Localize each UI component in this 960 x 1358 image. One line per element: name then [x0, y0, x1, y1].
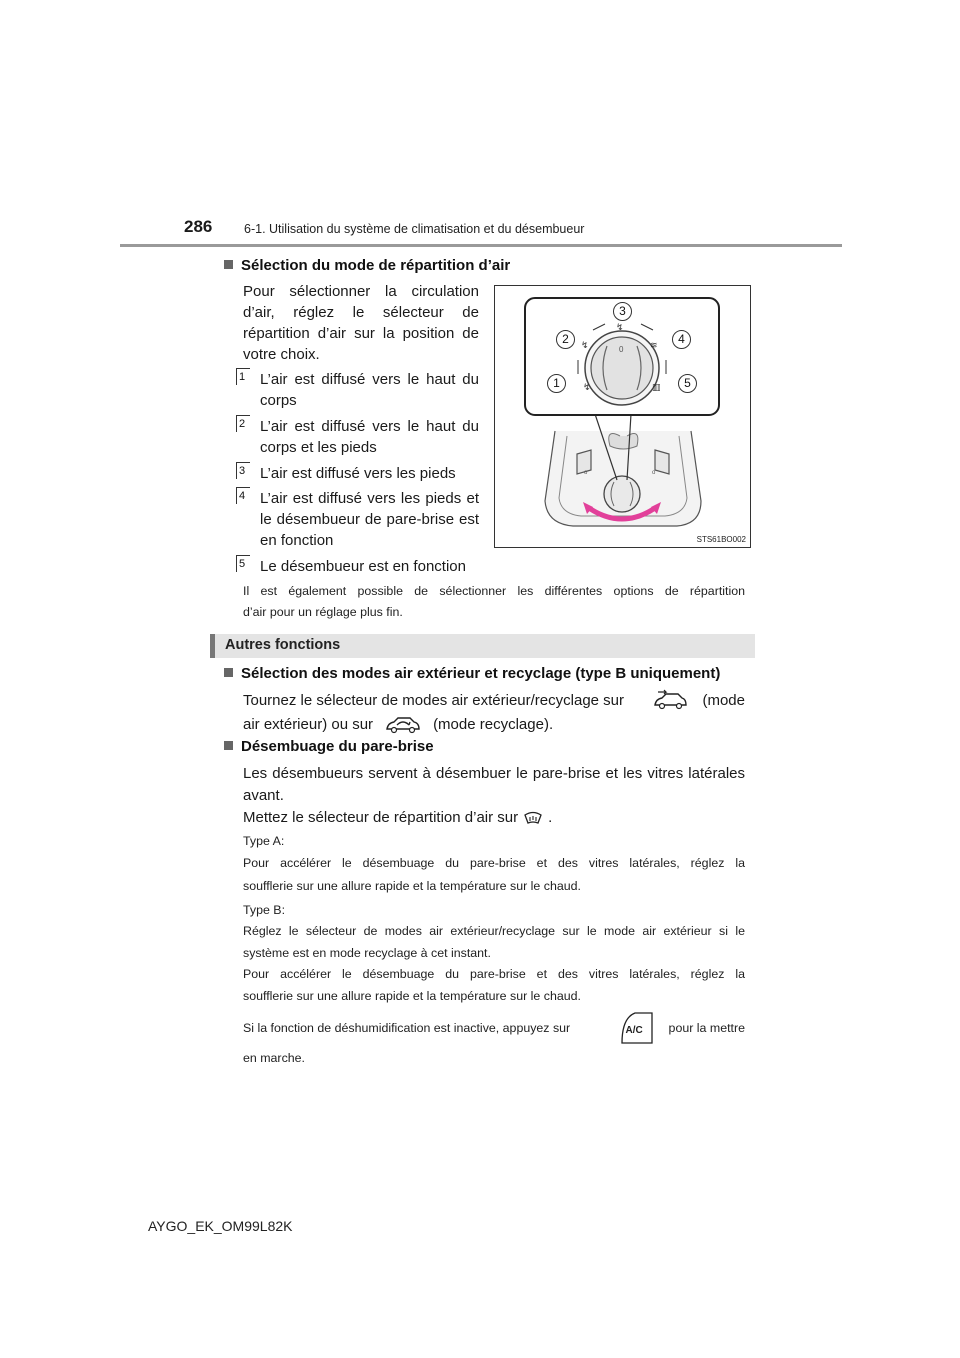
intro-line: d’air, réglez le sélecteur de	[243, 304, 479, 321]
ac-text: Si la fonction de déshumidification est inactive, appuyez sur	[243, 1020, 571, 1035]
recycle-heading	[224, 665, 720, 682]
item-line: L’air est diffusé vers le haut du	[260, 371, 479, 388]
ac-button-icon	[619, 1010, 655, 1046]
defog-line: Les désembueurs servent à désembuer le pare-brise et les vitres latérales	[243, 765, 745, 782]
item-number-3: 3	[236, 462, 250, 479]
item-line: L’air est diffusé vers le haut du	[260, 418, 479, 435]
running-header: 6-1. Utilisation du système de climatisation et du désembueur	[244, 222, 585, 236]
recirculation-icon	[383, 712, 423, 736]
ac-text: pour la mettre	[668, 1020, 745, 1035]
defog-line-3	[243, 807, 745, 829]
recycle-heading-text: Sélection des modes air extérieur et recyclage (type B uniquement)	[241, 665, 721, 682]
item-line: L’air est diffusé vers les pieds	[260, 465, 456, 482]
air-mode-item-2	[260, 416, 479, 458]
square-bullet-icon	[224, 668, 233, 677]
item-line: L’air est diffusé vers les pieds et	[260, 490, 479, 507]
defog-heading-text: Désembuage du pare-brise	[241, 738, 434, 755]
recycle-text: (mode	[702, 691, 745, 709]
defog-text: Mettez le sélecteur de répartition d’air sur	[243, 809, 519, 826]
defog-text: .	[548, 809, 553, 826]
recycle-text: air extérieur) ou sur	[243, 715, 374, 733]
page-number: 286	[184, 217, 213, 236]
note-line: Il est également possible de sélectionner les différentes options de répartition	[243, 584, 745, 598]
air-mode-item-3	[260, 463, 479, 484]
defog-line: avant.	[243, 787, 284, 804]
square-bullet-icon	[224, 260, 233, 269]
defog-paragraph	[243, 763, 745, 829]
defog-heading	[224, 738, 434, 755]
air-mode-heading	[224, 257, 510, 274]
note-line: d’air pour un réglage plus fin.	[243, 605, 403, 619]
type-a-line: soufflerie sur une allure rapide et la température sur le chaud.	[243, 879, 581, 893]
type-b-line: soufflerie sur une allure rapide et la température sur le chaud.	[243, 988, 581, 1003]
type-b-line: Pour accélérer le désembuage du pare-brise et des vitres latérales, réglez la	[243, 967, 745, 981]
item-number-4: 4	[236, 487, 250, 504]
air-distribution-figure	[494, 285, 751, 548]
intro-line: répartition d’air sur la position de	[243, 325, 479, 342]
type-b-line: Réglez le sélecteur de modes air extérieur/recyclage sur le mode air extérieur si le	[243, 924, 745, 938]
type-b-label: Type B:	[243, 903, 286, 917]
figure-callout-3: 3	[613, 302, 632, 321]
svg-text:0: 0	[619, 345, 624, 354]
header-rule	[120, 244, 842, 247]
type-b-line: système est en mode recyclage à cet instant.	[243, 945, 491, 960]
type-a-text	[243, 852, 745, 898]
svg-text:↯: ↯	[581, 340, 589, 350]
square-bullet-icon	[224, 741, 233, 750]
dashboard-illustration	[495, 286, 750, 547]
type-b-text	[243, 921, 745, 1007]
svg-text:▥: ▥	[652, 382, 661, 392]
item-line: le désembueur de pare-brise est	[260, 511, 479, 528]
ac-button-label: A/C	[625, 1025, 643, 1036]
item-number-2: 2	[236, 415, 250, 432]
recycle-line-1	[243, 689, 745, 711]
ac-group	[619, 1010, 745, 1046]
defroster-icon	[523, 809, 543, 827]
autres-fonctions-bar	[210, 634, 755, 658]
svg-text:o: o	[652, 470, 656, 476]
type-a-line: Pour accélérer le désembuage du pare-brise et des vitres latérales, réglez la	[243, 856, 745, 870]
recycle-text: (mode recyclage).	[433, 715, 554, 733]
air-mode-item-4	[260, 488, 479, 551]
air-mode-item-1	[260, 369, 479, 411]
ac-line	[243, 1010, 745, 1046]
ac-line-end: en marche.	[243, 1051, 305, 1065]
item-line: corps	[260, 392, 297, 409]
air-mode-note	[243, 581, 745, 623]
intro-line: Pour sélectionner la circulation	[243, 283, 479, 300]
figure-code: STS61BO002	[696, 535, 746, 544]
figure-callout-4: 4	[672, 330, 691, 349]
air-mode-intro	[243, 281, 479, 365]
intro-line: votre choix.	[243, 346, 320, 363]
svg-text:≋: ≋	[650, 340, 658, 350]
type-a-label: Type A:	[243, 834, 285, 848]
item-line: en fonction	[260, 532, 334, 549]
recycle-text: Tournez le sélecteur de modes air extérieur/recyclage sur	[243, 691, 625, 709]
item-number-5: 5	[236, 555, 250, 572]
document-code: AYGO_EK_OM99L82K	[148, 1218, 293, 1234]
autres-fonctions-title: Autres fonctions	[225, 637, 341, 653]
svg-text:↯: ↯	[583, 382, 591, 392]
air-mode-heading-text: Sélection du mode de répartition d’air	[241, 257, 511, 274]
figure-callout-1: 1	[547, 374, 566, 393]
item-line: Le désembueur est en fonction	[260, 558, 466, 575]
air-mode-item-5	[260, 556, 520, 577]
svg-text:o: o	[584, 470, 588, 476]
recycle-line-2	[243, 712, 745, 736]
fresh-air-icon	[652, 689, 688, 711]
recycle-paragraph	[243, 689, 745, 736]
figure-callout-5: 5	[678, 374, 697, 393]
item-line: corps et les pieds	[260, 439, 377, 456]
item-number-1: 1	[236, 368, 250, 385]
fresh-air-group	[652, 689, 745, 711]
figure-callout-2: 2	[556, 330, 575, 349]
svg-text:↯: ↯	[616, 322, 624, 332]
